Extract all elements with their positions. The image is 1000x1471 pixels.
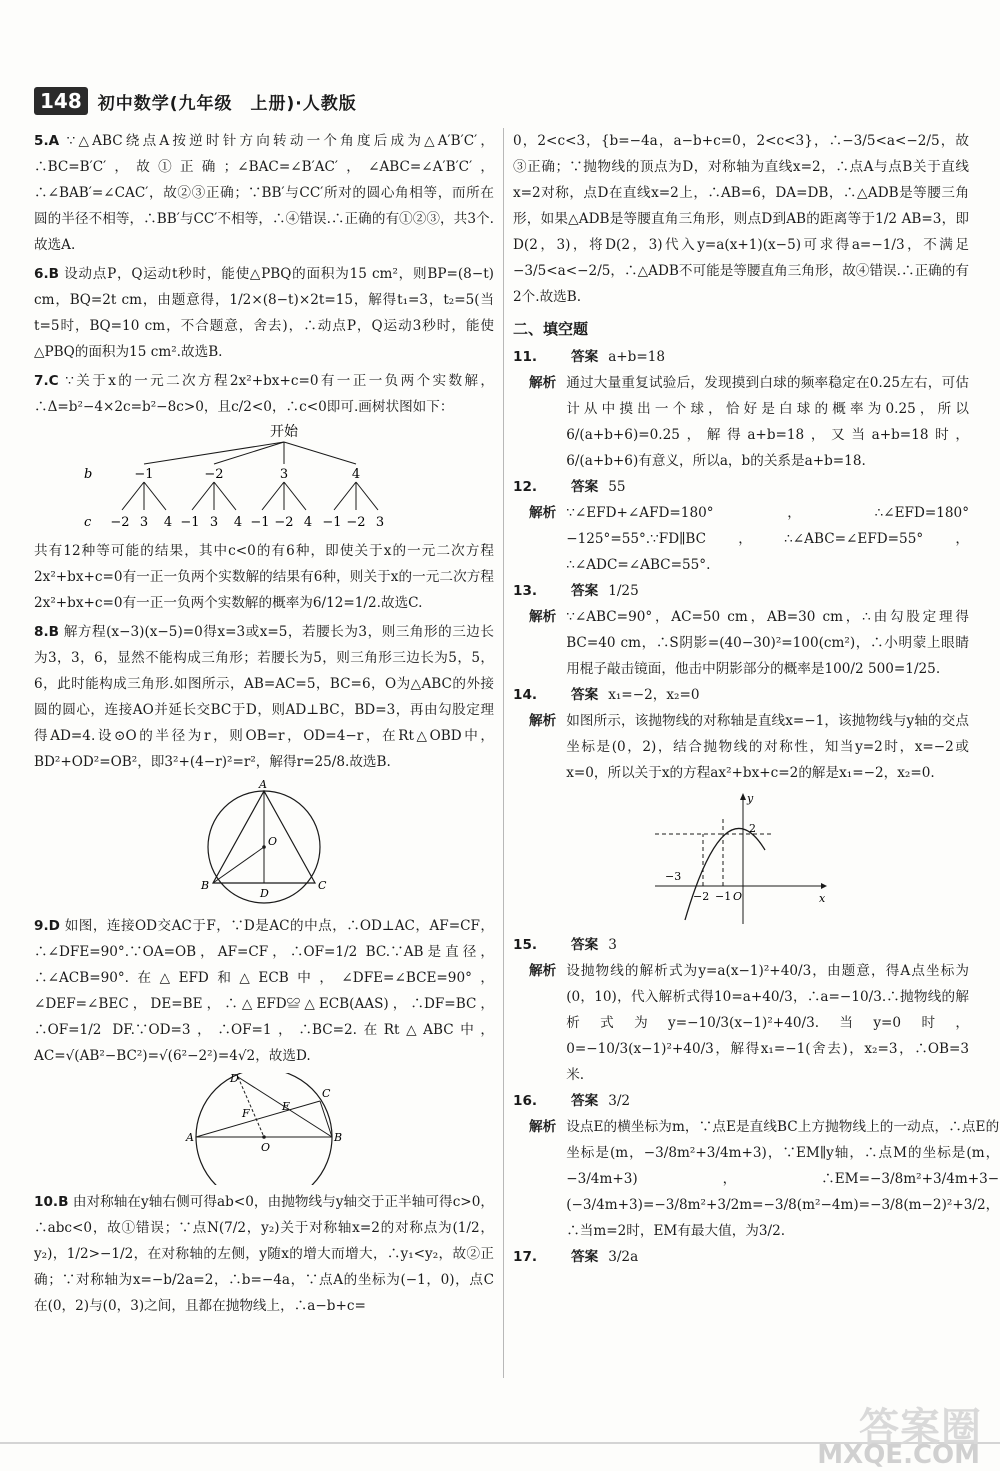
question-number: 13. <box>513 583 538 599</box>
answer-label: 答案 <box>571 583 599 599</box>
tree-c-value: −2 <box>274 515 294 530</box>
answer-value: 3 <box>608 937 617 953</box>
tree-c-value: −1 <box>322 515 342 530</box>
column-divider <box>503 128 504 1378</box>
analysis-label: 解析 <box>529 713 557 729</box>
axis-tick: −2 <box>693 890 710 903</box>
solution-text: 由对称轴在y轴右侧可得ab<0，由抛物线与y轴交于正半轴可得c>0，∴abc<0，故①错误；∵点N(7/2，y₂)关于对称轴x=2的对称点为(1/2，y₂)，1/2>−1/2，在对称轴的左侧，y随x的增大而增大，∴y₁<y₂，故②正确；∵对称轴为x=−b/2a=2，∴b=−4a，∵点A的坐标为(−1，0)，点C在(0，2)与(0，3)之间，且都在抛物线上，∴a−b+c= <box>34 1194 494 1314</box>
analysis-label: 解析 <box>529 1119 557 1135</box>
watermark-logo: 答案圈 <box>859 1405 982 1451</box>
analysis-text: 如图所示，该抛物线的对称轴是直线x=−1，该抛物线与y轴的交点坐标是(0，2)，结合抛物线的对称性，知当y=2时，x=−2或x=0，所以关于x的方程ax²+bx+c=2的解是x₁=−2，x₂=0. <box>566 713 969 781</box>
point-label: C <box>318 879 327 892</box>
tree-c-value: 3 <box>375 515 385 530</box>
point-label: A <box>259 779 267 791</box>
question-13 <box>513 578 969 682</box>
solution-text: 如图，连接OD交AC于F，∵D是AC的中点，∴OD⊥AC，AF=CF，∴∠DFE=90°.∵OA=OB，AF=CF，∴OF=1/2 BC.∵AB是直径，∴∠ACB=90°.在△EFD和△ECB中，∠DFE=∠BCE=90°，∠DEF=∠BEC，DE=BE，∴△EFD≌△ECB(AAS)，∴DF=BC，∴OF=1/2 DF.∵OD=3，∴OF=1，∴BC=2.在Rt△ABC中，AC=√(AB²−BC²)=√(6²−2²)=4√2，故选D. <box>34 918 494 1064</box>
tree-c-value: −1 <box>180 515 200 530</box>
solution-text: ∵△ABC绕点A按逆时针方向转动一个角度后成为△A′B′C′，∴BC=B′C′，故①正确；∠BAC=∠B′AC′，∠ABC=∠A′B′C′，∴∠BAB′=∠CAC′，故②③正确；∵BB′与CC′所对的圆心角相等，而所在圆的半径不相等，∴BB′与CC′不相等，∴④错误.∴正确的有①②③，共3个.故选A. <box>34 133 494 253</box>
tree-c-label: c <box>84 515 92 530</box>
axis-label: y <box>747 792 754 805</box>
left-column <box>34 128 494 1322</box>
question-16 <box>513 1088 1000 1244</box>
point-label: C <box>322 1087 331 1100</box>
analysis-label: 解析 <box>529 609 557 625</box>
point-label: A <box>186 1131 194 1144</box>
axis-tick: −1 <box>715 890 732 903</box>
question-number: 9.D <box>34 918 60 934</box>
question-number: 15. <box>513 937 538 953</box>
analysis-text: 通过大量重复试验后，发现摸到白球的频率稳定在0.25左右，可估计从中摸出一个球，恰好是白球的概率为0.25，所以6/(a+b+6)=0.25，解得a+b=18，又当a+b=18时，6/(a+b+6)有意义，所以a，b的关系是a+b=18. <box>566 375 969 469</box>
question-10 <box>34 1189 494 1319</box>
question-number: 17. <box>513 1249 538 1265</box>
analysis-label: 解析 <box>529 375 557 391</box>
solution-text: ∵关于x的一元二次方程2x²+bx+c=0有一正一负两个实数解，∴Δ=b²−4×2c=b²−8c>0，且c/2<0，∴c<0即可.画树状图如下： <box>34 373 494 415</box>
analysis-text: 设点E的横坐标为m，∵点E是直线BC上方抛物线上的一动点，∴点E的坐标是(m，−3/8m²+3/4m+3)，∵EM∥y轴，∴点M的坐标是(m，−3/4m+3)，∴EM=−3/8m²+3/4m+3−(−3/4m+3)=−3/8m²+3/2m=−3/8(m²−4m)=−3/8(m−2)²+3/2，∴当m=2时，EM有最大值，为3/2. <box>566 1119 1000 1239</box>
question-10-continued: 0，2<c<3，{b=−4a，a−b+c=0，2<c<3}，∴−3/5<a<−2/5，故③正确；∵抛物线的顶点为D，对称轴为直线x=2，∴点A与点B关于直线x=2对称，点D在直线x=2上，∴AB=6，DA=DB，∴△ADB是等腰三角形，如果△ADB是等腰直角三角形，则点D到AB的距离等于1/2 AB=3，即D(2，3)，将D(2，3)代入y=a(x+1)(x−5)可求得a=−1/3，不满足−3/5<a<−2/5，∴△ADB不可能是等腰直角三角形，故④错误.∴正确的有2个.故选B. <box>513 133 969 305</box>
solution-text: 解方程(x−3)(x−5)=0得x=3或x=5，若腰长为3，则三角形的三边长为3，3，6，显然不能构成三角形；若腰长为5，则三角形三边长为5，5，6，此时能构成三角形.如图所示，AB=AC=5，BC=6，O为△ABC的外接圆的圆心，连接AO并延长交BC于D，则AD⊥BC，BD=3，再由勾股定理得AD=4.设⊙O的半径为r，则OB=r，OD=4−r，在Rt△OBD中，BD²+OD²=OB²，即3²+(4−r)²=r²，解得r=25/8.故选B. <box>34 624 494 770</box>
analysis-text: ∵∠ABC=90°，AC=50 cm，AB=30 cm，∴由勾股定理得BC=40 cm，∴S阴影=(40−30)²=100(cm²)，∴小明蒙上眼睛用棍子敲击镜面，他击中阴影部分的概率是100/2 500=1/25. <box>566 609 969 677</box>
question-11 <box>513 344 969 474</box>
question-number: 14. <box>513 687 538 703</box>
book-title: 初中数学(九年级 上册)·人教版 <box>97 93 357 114</box>
tree-c-value: 4 <box>163 515 173 530</box>
point-label: D <box>260 887 269 900</box>
question-5 <box>34 128 494 258</box>
question-12 <box>513 474 969 578</box>
question-number: 6.B <box>34 266 59 282</box>
answer-label: 答案 <box>571 937 599 953</box>
point-label: B <box>201 879 210 892</box>
point-label: E <box>282 1100 291 1113</box>
question-number: 10.B <box>34 1194 69 1210</box>
tree-branches <box>122 442 378 510</box>
tree-root-label: 开始 <box>270 424 298 440</box>
answer-label: 答案 <box>571 1249 599 1265</box>
question-number: 11. <box>513 349 538 365</box>
axis-tick: 2 <box>749 822 756 835</box>
solution-text: 共有12种等可能的结果，其中c<0的有6种，即使关于x的一元二次方程2x²+bx+c=0有一正一负两个实数解的结果有6种，则关于x的一元二次方程2x²+bx+c=0有一正一负两个实数解的概率为6/12=1/2.故选C. <box>34 543 494 611</box>
question-number: 7.C <box>34 373 59 389</box>
question-number: 5.A <box>34 133 60 149</box>
point-label: O <box>261 1141 271 1154</box>
point-label: D <box>230 1073 239 1085</box>
figure-circle-chords <box>184 1073 344 1185</box>
axis-label: x <box>819 892 826 905</box>
answer-label: 答案 <box>571 479 599 495</box>
point-label: B <box>334 1131 343 1144</box>
page-number: 148 <box>34 87 88 115</box>
analysis-text: ∵∠EFD+∠AFD=180°，∴∠EFD=180°−125°=55°.∵FD∥BC，∴∠ABC=∠EFD=55°，∴∠ADC=∠ABC=55°. <box>566 505 969 573</box>
axis-tick: −3 <box>665 870 682 883</box>
answer-label: 答案 <box>571 1093 599 1109</box>
figure-circle-triangle <box>189 779 339 909</box>
analysis-label: 解析 <box>529 505 557 521</box>
watermark-url: MXQE.COM <box>817 1440 980 1470</box>
tree-b-label: b <box>84 467 93 482</box>
answer-label: 答案 <box>571 687 599 703</box>
question-14 <box>513 682 969 928</box>
page-header <box>34 86 357 116</box>
tree-c-value: −2 <box>110 515 130 530</box>
right-column <box>513 128 1000 1270</box>
tree-c-value: 4 <box>233 515 243 530</box>
tree-b-value: 4 <box>351 467 361 482</box>
solution-text: 设动点P，Q运动t秒时，能使△PBQ的面积为15 cm²，则BP=(8−t) cm，BQ=2t cm，由题意得，1/2×(8−t)×2t=15，解得t₁=3，t₂=5(当t=5时，BQ=10 cm，不合题意，舍去)，∴动点P，Q运动3秒时，能使△PBQ的面积为15 cm².故选B. <box>34 266 494 360</box>
question-6 <box>34 261 494 365</box>
tree-c-value: −1 <box>250 515 270 530</box>
answer-value: 1/25 <box>608 583 639 599</box>
question-8 <box>34 619 494 909</box>
tree-b-value: 3 <box>279 467 289 482</box>
origin-label: O <box>733 890 743 903</box>
analysis-label: 解析 <box>529 963 557 979</box>
tree-diagram <box>84 422 444 534</box>
question-number: 16. <box>513 1093 538 1109</box>
answer-value: x₁=−2，x₂=0 <box>608 687 700 703</box>
tree-b-value: −2 <box>204 467 224 482</box>
tree-b-value: −1 <box>134 467 154 482</box>
point-label: F <box>242 1107 250 1120</box>
answer-value: 3/2a <box>608 1249 639 1265</box>
section-title: 二、填空题 <box>513 320 589 338</box>
answer-value: 3/2 <box>608 1093 631 1109</box>
tree-c-value: 3 <box>209 515 219 530</box>
point-label: O <box>268 835 278 848</box>
question-17 <box>513 1244 969 1270</box>
question-number: 8.B <box>34 624 59 640</box>
question-7 <box>34 368 494 616</box>
figure-parabola <box>651 790 831 928</box>
answer-value: a+b=18 <box>608 349 666 365</box>
analysis-text: 设抛物线的解析式为y=a(x−1)²+40/3，由题意，得A点坐标为(0，10)，代入解析式得10=a+40/3，∴a=−10/3.∴抛物线的解析式为y=−10/3(x−1)²+40/3.当y=0时，0=−10/3(x−1)²+40/3，解得x₁=−1(舍去)，x₂=3，∴OB=3米. <box>566 963 969 1083</box>
answer-label: 答案 <box>571 349 599 365</box>
question-15 <box>513 932 969 1088</box>
question-number: 12. <box>513 479 538 495</box>
tree-c-value: 3 <box>139 515 149 530</box>
tree-c-value: 4 <box>303 515 313 530</box>
tree-c-value: −2 <box>346 515 366 530</box>
question-9 <box>34 913 494 1185</box>
answer-value: 55 <box>608 479 626 495</box>
